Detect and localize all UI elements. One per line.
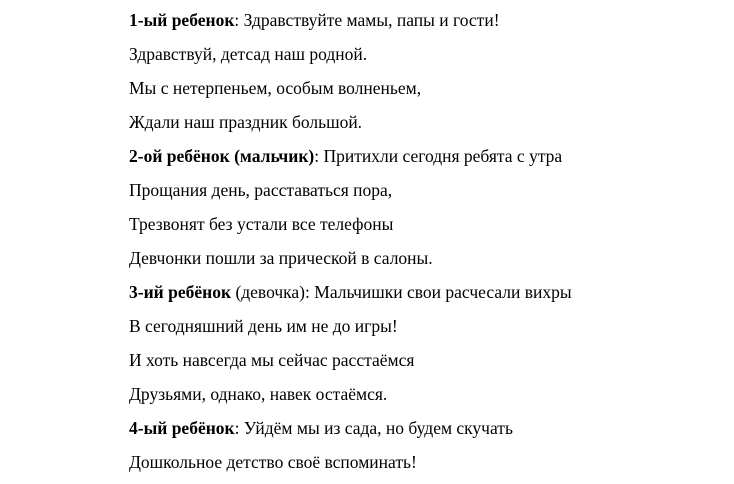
verse-line: Трезвонят без устали все телефоны	[129, 214, 394, 234]
stanza-4-heading-line	[129, 416, 729, 450]
verse-line: Дошкольное детство своё вспоминать!	[129, 452, 417, 472]
verse-line: В сегодняшний день им не до игры!	[129, 316, 398, 336]
verse-line: Мы с нетерпеньем, особым волненьем,	[129, 78, 422, 98]
stanza-3-heading-line	[129, 280, 729, 314]
speaker-note: (девочка)	[231, 282, 306, 302]
verse-line: И хоть навсегда мы сейчас расстаёмся	[129, 350, 415, 370]
verse-line: : Уйдём мы из сада, но будем скучать	[234, 418, 513, 438]
stanza-2-heading-line	[129, 144, 729, 178]
verse-line: : Здравствуйте мамы, папы и гости!	[234, 10, 500, 30]
verse-line: : Мальчишки свои расчесали вихры	[305, 282, 572, 302]
verse-line: : Притихли сегодня ребята с утра	[314, 146, 563, 166]
verse-line: Ждали наш праздник большой.	[129, 112, 363, 132]
verse-line: Прощания день, расставаться пора,	[129, 180, 393, 200]
stanza-1-heading-line	[129, 8, 729, 42]
speaker-name: 2-ой ребёнок (мальчик)	[129, 146, 315, 166]
verse-line: Друзьями, однако, навек остаёмся.	[129, 384, 388, 404]
verse-line: Здравствуй, детсад наш родной.	[129, 44, 368, 64]
speaker-name: 1-ый ребенок	[129, 10, 235, 30]
speaker-name: 3-ий ребёнок	[129, 282, 232, 302]
verse-line: Девчонки пошли за прической в салоны.	[129, 248, 433, 268]
poem-text	[129, 8, 729, 484]
speaker-name: 4-ый ребёнок	[129, 418, 235, 438]
